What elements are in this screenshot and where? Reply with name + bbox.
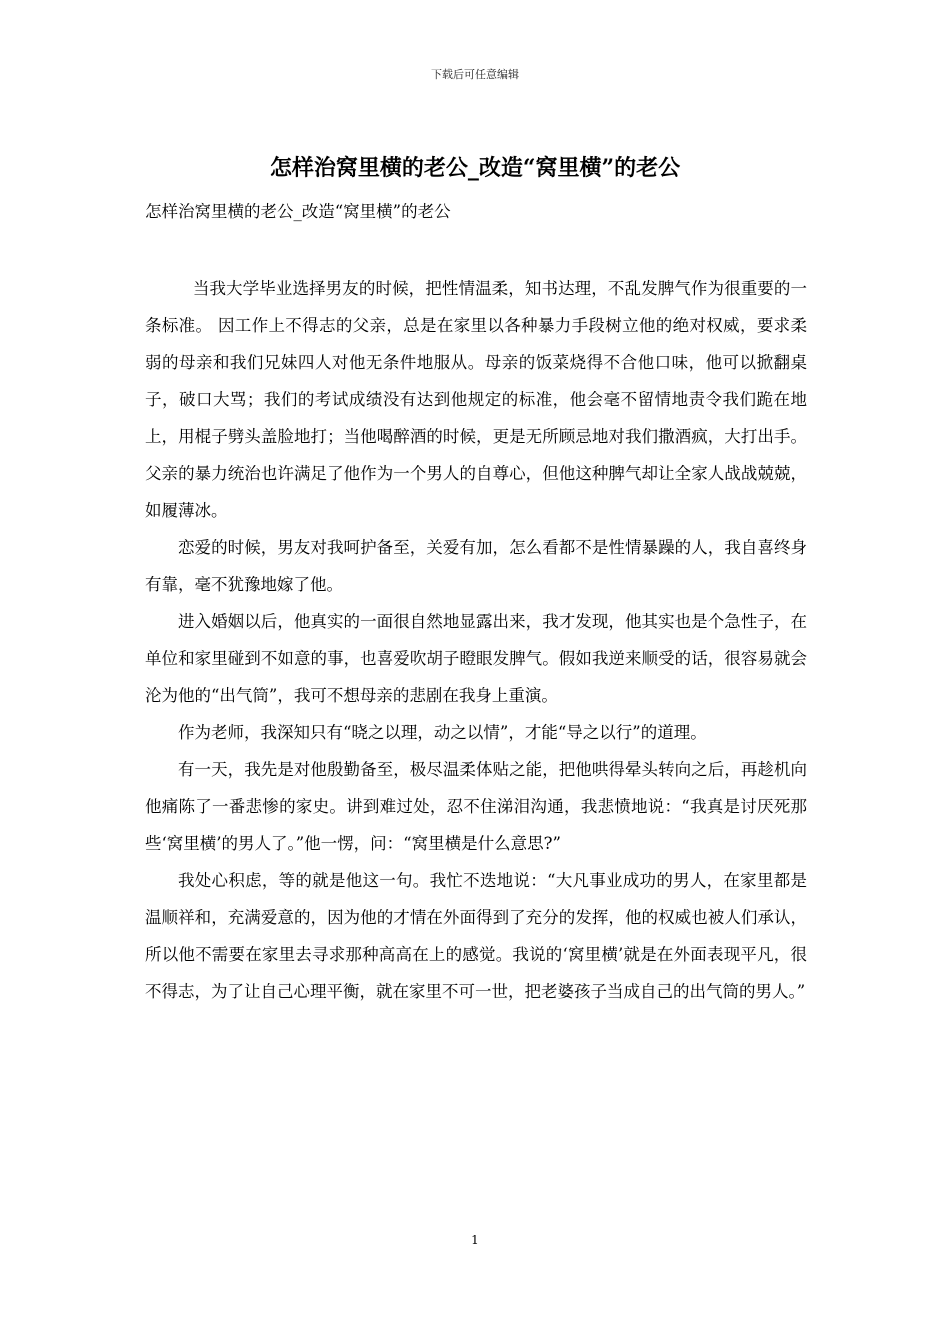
page-number: 1: [471, 1233, 479, 1247]
paragraph-4: 作为老师，我深知只有“晓之以理，动之以情”，才能“导之以行”的道理。: [178, 723, 707, 742]
header-note: 下载后可任意编辑: [431, 68, 519, 81]
paragraph-5: 有一天，我先是对他殷勤备至，极尽温柔体贴之能，把他哄得晕头转向之后，再趁机向他痛陈了一番悲惨的家史。讲到难过处，忍不住涕泪沟通，我悲愤地说：“我真是讨厌死那些‘窝里横’的男人了。”他一愣，问：“窝里横是什么意思?”: [145, 760, 807, 853]
paragraph-6: 我处心积虑，等的就是他这一句。我忙不迭地说：“大凡事业成功的男人，在家里都是温顺祥和，充满爱意的，因为他的才情在外面得到了充分的发挥，他的权威也被人们承认，所以他不需要在家里去寻求那种高高在上的感觉。我说的‘窝里横’就是在外面表现平凡，很不得志，为了让自己心理平衡，就在家里不可一世，把老婆孩子当成自己的出气筒的男人。”: [145, 871, 807, 1001]
document-subtitle: 怎样治窝里横的老公_改造“窝里横”的老公: [145, 202, 451, 221]
paragraph-3: 进入婚姻以后，他真实的一面很自然地显露出来，我才发现，他其实也是个急性子，在单位和家里碰到不如意的事，也喜爱吹胡子瞪眼发脾气。假如我逆来顺受的话，很容易就会沦为他的“出气筒”，我可不想母亲的悲剧在我身上重演。: [145, 612, 807, 705]
paragraph-1: 当我大学毕业选择男友的时候，把性情温柔，知书达理，不乱发脾气作为很重要的一条标准。 因工作上不得志的父亲，总是在家里以各种暴力手段树立他的绝对权威，要求柔弱的母亲和我们兄妹四人对他无条件地服从。母亲的饭菜烧得不合他口味，他可以掀翻桌子，破口大骂；我们的考试成绩没有达到他规定的标准，他会毫不留情地责令我们跪在地上，用棍子劈头盖脸地打；当他喝醉酒的时候，更是无所顾忌地对我们撒酒疯，大打出手。父亲的暴力统治也许满足了他作为一个男人的自尊心，但他这种脾气却让全家人战战兢兢，如履薄冰。: [145, 279, 807, 520]
paragraph-2: 恋爱的时候，男友对我呵护备至，关爱有加，怎么看都不是性情暴躁的人，我自喜终身有靠，毫不犹豫地嫁了他。: [145, 538, 807, 594]
document-body: [145, 270, 807, 1010]
document-title: 怎样治窝里横的老公_改造“窝里横”的老公: [269, 155, 681, 181]
